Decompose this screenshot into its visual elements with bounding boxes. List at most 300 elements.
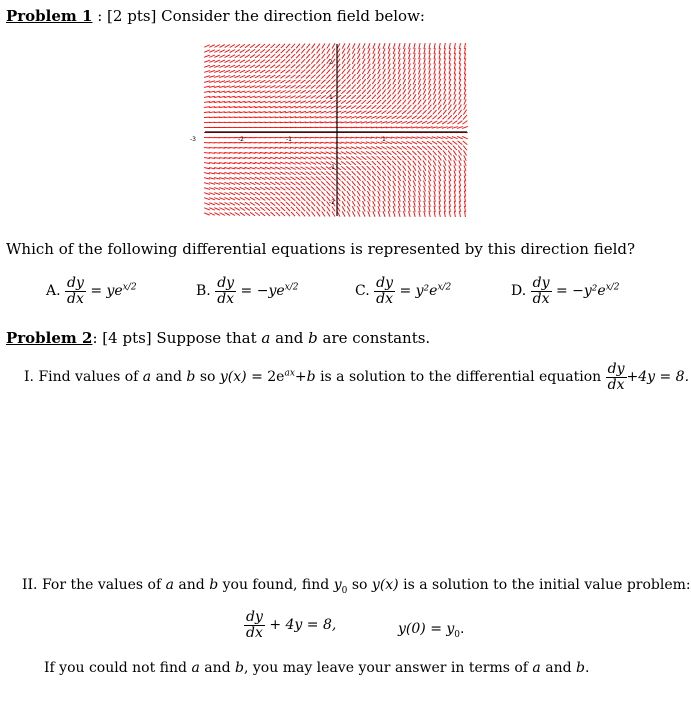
field-segment bbox=[418, 186, 420, 192]
field-segment bbox=[356, 156, 361, 159]
field-segment bbox=[372, 89, 376, 94]
field-segment bbox=[260, 202, 265, 205]
field-segment bbox=[290, 117, 296, 118]
field-segment bbox=[235, 55, 240, 58]
field-segment bbox=[433, 105, 436, 110]
field-segment bbox=[427, 141, 432, 144]
field-segment bbox=[346, 122, 352, 123]
field-segment bbox=[275, 192, 280, 195]
field-segment bbox=[229, 96, 235, 97]
field-segment bbox=[454, 43, 455, 49]
field-segment bbox=[444, 201, 445, 207]
field-segment bbox=[316, 201, 320, 206]
field-segment bbox=[295, 90, 300, 93]
field-segment bbox=[366, 116, 372, 118]
field-segment bbox=[423, 89, 426, 94]
field-segment bbox=[408, 161, 412, 166]
field-segment bbox=[373, 53, 375, 59]
field-segment bbox=[372, 176, 375, 181]
field-segment bbox=[373, 201, 375, 206]
field-segment bbox=[453, 115, 457, 119]
field-segment bbox=[275, 106, 281, 108]
field-segment bbox=[454, 160, 456, 165]
field-segment bbox=[361, 122, 367, 124]
field-segment bbox=[219, 183, 225, 185]
part2-derivative: $\frac{dy}{dx}$ bbox=[246, 609, 263, 641]
field-segment bbox=[414, 48, 416, 54]
field-segment bbox=[250, 192, 255, 195]
field-segment bbox=[382, 161, 386, 165]
field-segment bbox=[209, 183, 215, 185]
field-segment bbox=[285, 101, 291, 103]
field-segment bbox=[204, 168, 210, 169]
field-segment bbox=[321, 95, 326, 98]
field-segment bbox=[310, 142, 316, 143]
field-segment bbox=[417, 127, 423, 128]
field-segment bbox=[306, 207, 310, 212]
field-segment bbox=[438, 105, 441, 110]
field-segment bbox=[358, 211, 361, 216]
field-segment bbox=[443, 160, 446, 165]
field-segment bbox=[402, 110, 407, 114]
field-segment bbox=[270, 147, 276, 148]
field-segment bbox=[418, 176, 420, 181]
field-segment bbox=[388, 181, 391, 186]
field-segment bbox=[449, 160, 452, 165]
field-segment bbox=[270, 106, 276, 108]
field-segment bbox=[352, 171, 356, 175]
field-segment bbox=[209, 188, 215, 190]
x-tick-label: -3 bbox=[190, 136, 196, 143]
field-segment bbox=[315, 152, 321, 154]
field-segment bbox=[347, 181, 351, 186]
field-segment bbox=[281, 54, 285, 58]
field-segment bbox=[255, 197, 260, 200]
problem2-points: [4 pts] bbox=[102, 329, 152, 347]
field-segment bbox=[219, 86, 225, 88]
field-segment bbox=[280, 172, 285, 175]
field-segment bbox=[331, 152, 337, 154]
field-segment bbox=[408, 176, 411, 181]
field-segment bbox=[214, 163, 220, 164]
field-segment bbox=[459, 104, 462, 109]
field-segment bbox=[407, 110, 412, 114]
field-segment bbox=[449, 211, 450, 217]
field-segment bbox=[403, 211, 405, 217]
field-segment bbox=[301, 64, 305, 68]
field-segment bbox=[453, 141, 458, 145]
field-segment bbox=[391, 127, 397, 128]
field-segment bbox=[342, 54, 345, 59]
field-segment bbox=[352, 206, 355, 211]
field-segment bbox=[286, 207, 290, 211]
field-segment bbox=[423, 166, 426, 171]
field-segment bbox=[372, 171, 376, 176]
field-segment bbox=[398, 53, 400, 59]
field-segment bbox=[402, 116, 407, 119]
field-segment bbox=[245, 167, 251, 169]
field-segment bbox=[271, 44, 275, 48]
field-segment bbox=[403, 181, 406, 186]
field-segment bbox=[204, 45, 209, 48]
field-segment bbox=[427, 146, 432, 150]
field-segment bbox=[331, 157, 336, 160]
field-segment bbox=[325, 142, 331, 143]
field-segment bbox=[408, 84, 411, 89]
problem2-part1: I. Find values of a and b so $y(x) = 2e^{ax}+b$ is a solution to the differential equation $\frac{dy}{dx}$ +4y = 8. bbox=[24, 361, 690, 393]
field-segment bbox=[346, 156, 351, 159]
field-segment bbox=[387, 110, 392, 113]
field-segment bbox=[361, 111, 366, 114]
field-segment bbox=[224, 101, 230, 102]
field-segment bbox=[204, 76, 210, 78]
field-segment bbox=[397, 100, 401, 105]
field-segment bbox=[224, 91, 230, 93]
field-segment bbox=[378, 64, 381, 69]
field-segment bbox=[270, 112, 276, 113]
field-segment bbox=[321, 90, 326, 94]
field-segment bbox=[306, 212, 310, 217]
field-segment bbox=[402, 151, 407, 155]
field-segment bbox=[388, 186, 391, 191]
problem2-part2: II. For the values of a and b you found, find $y_0$ so y(x) is a solution to the initial value problem: bbox=[22, 577, 691, 596]
field-segment bbox=[444, 84, 446, 90]
field-segment bbox=[392, 156, 396, 160]
field-segment bbox=[260, 75, 265, 78]
field-segment bbox=[306, 69, 310, 73]
field-segment bbox=[245, 177, 251, 179]
field-segment bbox=[285, 147, 291, 148]
field-segment bbox=[396, 121, 402, 123]
field-segment bbox=[291, 182, 296, 185]
field-segment bbox=[362, 74, 365, 79]
field-segment bbox=[342, 196, 345, 201]
field-segment bbox=[305, 147, 311, 148]
field-segment bbox=[447, 127, 453, 129]
field-segment bbox=[373, 64, 376, 69]
field-segment bbox=[224, 182, 230, 184]
field-segment bbox=[418, 94, 421, 99]
field-segment bbox=[265, 85, 270, 88]
field-segment bbox=[280, 152, 286, 153]
field-segment bbox=[300, 167, 305, 170]
field-segment bbox=[352, 59, 355, 64]
field-segment bbox=[316, 207, 320, 212]
field-segment bbox=[321, 191, 325, 195]
choice-b[interactable]: B. $\frac{dy}{dx}$ = $-ye^{x/2}$ bbox=[196, 275, 299, 307]
field-segment bbox=[408, 58, 410, 64]
field-segment bbox=[371, 116, 376, 118]
field-segment bbox=[412, 146, 417, 150]
field-segment bbox=[250, 86, 256, 88]
field-segment bbox=[311, 197, 315, 201]
field-segment bbox=[326, 111, 332, 113]
field-segment bbox=[403, 79, 406, 84]
field-segment bbox=[392, 105, 396, 109]
field-segment bbox=[459, 206, 460, 212]
field-segment bbox=[438, 110, 442, 115]
field-segment bbox=[265, 172, 271, 174]
field-segment bbox=[342, 201, 345, 206]
field-segment bbox=[427, 115, 432, 119]
field-segment bbox=[417, 151, 421, 155]
field-segment bbox=[454, 181, 456, 187]
field-segment bbox=[219, 107, 225, 108]
field-segment bbox=[401, 137, 407, 138]
field-segment bbox=[464, 99, 466, 105]
field-segment bbox=[347, 85, 351, 89]
field-segment bbox=[230, 70, 236, 72]
field-segment bbox=[367, 176, 371, 181]
field-segment bbox=[449, 63, 450, 69]
field-segment bbox=[407, 146, 412, 149]
field-segment bbox=[377, 156, 382, 160]
field-segment bbox=[454, 99, 457, 104]
field-segment bbox=[347, 186, 351, 191]
field-segment bbox=[290, 152, 296, 154]
field-segment bbox=[250, 197, 255, 200]
field-segment bbox=[281, 212, 285, 216]
choice-a[interactable]: A. $\frac{dy}{dx}$ = $ye^{x/2}$ bbox=[46, 275, 137, 307]
field-segment bbox=[321, 162, 326, 165]
field-segment bbox=[453, 146, 457, 150]
field-segment bbox=[368, 53, 370, 58]
field-segment bbox=[357, 191, 360, 196]
field-segment bbox=[265, 197, 270, 200]
field-segment bbox=[386, 142, 392, 144]
field-segment bbox=[270, 202, 275, 206]
field-segment bbox=[398, 201, 400, 207]
field-segment bbox=[229, 81, 235, 83]
field-segment bbox=[444, 181, 446, 187]
field-segment bbox=[245, 101, 251, 102]
field-segment bbox=[255, 49, 260, 53]
field-segment bbox=[301, 85, 306, 88]
field-segment bbox=[209, 81, 215, 83]
field-segment bbox=[321, 111, 327, 113]
field-segment bbox=[301, 207, 305, 211]
field-segment bbox=[265, 152, 271, 153]
field-segment bbox=[305, 157, 311, 159]
field-segment bbox=[265, 54, 270, 58]
field-segment bbox=[434, 181, 436, 187]
field-segment bbox=[270, 75, 275, 78]
field-segment bbox=[444, 206, 445, 212]
field-segment bbox=[408, 94, 411, 99]
field-segment bbox=[327, 54, 330, 59]
field-segment bbox=[401, 127, 407, 128]
field-segment bbox=[311, 64, 315, 68]
field-segment bbox=[311, 69, 315, 73]
field-segment bbox=[291, 80, 296, 83]
field-segment bbox=[403, 206, 405, 212]
field-segment bbox=[342, 191, 346, 196]
field-segment bbox=[342, 79, 346, 83]
field-segment bbox=[296, 182, 301, 185]
field-segment bbox=[286, 49, 290, 53]
field-segment bbox=[316, 157, 321, 159]
choice-c[interactable]: C. $\frac{dy}{dx}$ = $y^2e^{x/2}$ bbox=[355, 275, 452, 307]
field-segment bbox=[265, 80, 270, 83]
field-segment bbox=[439, 196, 440, 202]
field-segment bbox=[367, 181, 370, 186]
field-segment bbox=[280, 147, 286, 148]
field-segment bbox=[265, 75, 270, 78]
field-segment bbox=[322, 43, 325, 48]
field-segment bbox=[347, 191, 350, 196]
field-segment bbox=[250, 80, 256, 82]
field-segment bbox=[281, 44, 285, 48]
field-segment bbox=[398, 191, 400, 197]
field-segment bbox=[311, 187, 315, 191]
field-segment bbox=[316, 196, 320, 201]
field-segment bbox=[245, 172, 251, 174]
field-segment bbox=[409, 211, 411, 217]
field-segment bbox=[250, 75, 255, 78]
field-segment bbox=[388, 211, 390, 217]
field-segment bbox=[392, 116, 397, 119]
field-segment bbox=[270, 207, 275, 211]
field-segment bbox=[271, 212, 276, 216]
field-segment bbox=[382, 176, 385, 181]
field-segment bbox=[204, 183, 210, 185]
field-segment bbox=[240, 172, 246, 174]
field-segment bbox=[368, 48, 370, 54]
field-segment bbox=[230, 55, 235, 58]
field-segment bbox=[419, 53, 421, 59]
field-segment bbox=[378, 59, 380, 65]
field-segment bbox=[367, 90, 371, 95]
field-segment bbox=[454, 165, 456, 171]
field-segment bbox=[419, 191, 421, 197]
field-segment bbox=[444, 63, 445, 69]
field-segment bbox=[245, 207, 250, 210]
field-segment bbox=[290, 147, 296, 148]
field-segment bbox=[357, 176, 361, 181]
field-segment bbox=[382, 111, 387, 114]
field-segment bbox=[275, 202, 280, 206]
field-segment bbox=[357, 54, 360, 59]
field-segment bbox=[437, 127, 443, 129]
field-segment bbox=[286, 212, 290, 216]
field-segment bbox=[275, 162, 281, 164]
field-segment bbox=[381, 116, 386, 119]
field-segment bbox=[219, 173, 225, 175]
field-segment bbox=[383, 206, 385, 212]
field-segment bbox=[229, 177, 235, 179]
field-segment bbox=[255, 106, 261, 107]
field-segment bbox=[413, 191, 415, 197]
field-segment bbox=[352, 191, 355, 196]
field-segment bbox=[444, 191, 445, 197]
field-segment bbox=[459, 165, 461, 171]
field-segment bbox=[347, 201, 350, 206]
field-segment bbox=[432, 121, 437, 124]
field-segment bbox=[412, 116, 417, 119]
field-segment bbox=[438, 94, 441, 99]
field-segment bbox=[260, 177, 265, 179]
field-segment bbox=[316, 95, 321, 98]
field-segment bbox=[439, 206, 440, 212]
field-segment bbox=[412, 151, 416, 155]
field-segment bbox=[255, 212, 260, 216]
field-segment bbox=[351, 122, 357, 123]
field-segment bbox=[449, 69, 450, 75]
field-segment bbox=[260, 60, 265, 63]
field-segment bbox=[351, 147, 357, 149]
field-segment bbox=[280, 96, 286, 98]
field-segment bbox=[429, 58, 431, 64]
field-segment bbox=[326, 80, 330, 84]
field-segment bbox=[454, 58, 455, 64]
field-segment bbox=[377, 84, 380, 89]
field-segment bbox=[270, 177, 275, 180]
field-segment bbox=[347, 79, 351, 84]
field-segment bbox=[449, 170, 451, 176]
field-segment bbox=[357, 181, 361, 186]
problem1-intro: Consider the direction field below: bbox=[161, 7, 425, 25]
field-segment bbox=[291, 59, 295, 63]
field-segment bbox=[301, 75, 306, 79]
field-segment bbox=[265, 162, 271, 164]
field-segment bbox=[204, 193, 210, 195]
field-segment bbox=[296, 59, 300, 63]
field-segment bbox=[301, 44, 305, 49]
field-segment bbox=[383, 181, 386, 186]
field-segment bbox=[280, 80, 285, 83]
field-segment bbox=[393, 48, 395, 54]
field-segment bbox=[376, 146, 381, 149]
choice-d[interactable]: D. $\frac{dy}{dx}$ = $-y^2e^{x/2}$ bbox=[511, 275, 620, 307]
field-segment bbox=[381, 121, 387, 123]
field-segment bbox=[423, 105, 427, 110]
field-segment bbox=[397, 94, 400, 99]
field-segment bbox=[407, 141, 412, 144]
field-segment bbox=[408, 79, 410, 84]
field-segment bbox=[219, 81, 225, 83]
field-segment bbox=[429, 48, 430, 54]
field-segment bbox=[382, 166, 386, 171]
field-segment bbox=[285, 152, 291, 154]
field-segment bbox=[377, 166, 381, 171]
field-segment bbox=[245, 106, 251, 107]
field-segment bbox=[332, 191, 336, 196]
field-segment bbox=[397, 116, 402, 119]
field-segment bbox=[219, 65, 225, 67]
field-segment bbox=[372, 156, 377, 160]
field-segment bbox=[439, 63, 440, 69]
choice-b-derivative: $\frac{dy}{dx}$ bbox=[217, 275, 235, 307]
field-segment bbox=[367, 74, 370, 79]
field-segment bbox=[352, 74, 356, 79]
field-segment bbox=[295, 106, 301, 108]
field-segment bbox=[310, 152, 316, 154]
field-segment bbox=[366, 111, 371, 114]
field-segment bbox=[291, 207, 295, 211]
field-segment bbox=[270, 182, 275, 185]
field-segment bbox=[281, 65, 286, 69]
field-segment bbox=[306, 177, 311, 180]
field-segment bbox=[428, 166, 431, 171]
problem2-note: If you could not find a and b, you may leave your answer in terms of a and b. bbox=[44, 660, 590, 676]
field-segment bbox=[209, 65, 215, 67]
field-segment bbox=[439, 69, 441, 75]
field-segment bbox=[429, 191, 431, 197]
field-segment bbox=[356, 147, 362, 149]
field-segment bbox=[387, 100, 391, 104]
field-segment bbox=[240, 187, 245, 189]
field-segment bbox=[204, 60, 210, 62]
